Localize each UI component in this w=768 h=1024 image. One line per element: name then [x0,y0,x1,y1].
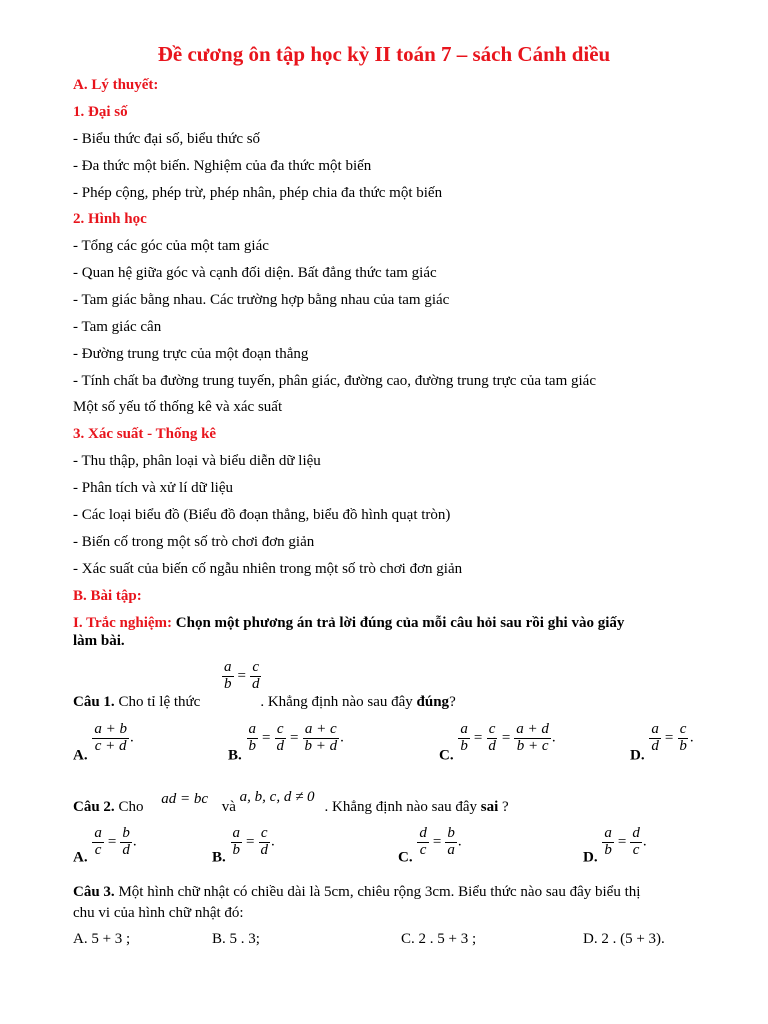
algebra-heading: 1. Đại số [73,104,128,120]
q1-label: Câu 1. [73,694,115,710]
q3-option-d[interactable]: D. 2 . (5 + 3). [583,931,665,947]
stats-heading: 3. Xác suất - Thống kê [73,426,217,442]
stats-item: - Thu thập, phân loại và biểu diễn dữ liệu [73,453,321,469]
q1-text-before: Cho tỉ lệ thức [118,694,201,710]
q2-option-a[interactable]: A. $\frac{a}{c}$ = $\frac{b}{d}$ . [73,825,137,866]
q2-option-c[interactable]: C. $\frac{d}{c}$ = $\frac{b}{a}$ . [398,825,462,866]
algebra-item: - Biểu thức đại số, biểu thức số [73,131,261,147]
geometry-item: Một số yếu tố thống kê và xác suất [73,399,283,415]
mc-instruction-text: Chọn một phương án trả lời đúng của mỗi câu hỏi sau rồi ghi vào giấy [175,615,625,631]
q3-option-b[interactable]: B. 5 . 3; [212,931,260,947]
q1-option-c[interactable]: C. $\frac{a}{b}$ = $\frac{c}{d}$ = $\frac{a + d}{b + c}$ . [439,721,556,764]
q2-condition: a, b, c, d ≠ 0 [239,789,315,805]
q2-stem: Câu 2. Cho ad = bc và a, b, c, d ≠ 0. Khẳng định nào sau đây sai ? [73,789,509,815]
geometry-item: - Tam giác cân [73,319,162,335]
q3-option-c[interactable]: C. 2 . 5 + 3 ; [401,931,477,947]
q2-emphasis: sai [480,799,499,815]
q2-option-b[interactable]: B. $\frac{a}{b}$ = $\frac{c}{d}$ . [212,825,275,866]
q1-stem: Câu 1. Cho tỉ lệ thức . Khẳng định nào sau đây đúng? [73,694,456,710]
page-title: Đề cương ôn tập học kỳ II toán 7 – sách Cánh diều [157,42,611,66]
stats-item: - Phân tích và xử lí dữ liệu [73,480,233,496]
stats-item: - Biến cố trong một số trò chơi đơn giản [73,534,315,550]
q2-option-d[interactable]: D. $\frac{a}{b}$ = $\frac{d}{c}$ . [583,825,647,866]
q3-label: Câu 3. [73,884,115,900]
section-b-heading: B. Bài tập: [73,588,142,604]
q1-given-ratio: $\frac{a}{b}$ = $\frac{c}{d}$ [224,659,260,692]
section-a-heading: A. Lý thuyết: [73,77,159,93]
q1-option-d[interactable]: D. $\frac{a}{d}$ = $\frac{c}{b}$ . [630,721,694,764]
stats-item: - Các loại biểu đồ (Biểu đồ đoạn thẳng, biểu đồ hình quạt tròn) [73,507,451,523]
stats-item: - Xác suất của biến cố ngẫu nhiên trong một số trò chơi đơn giản [73,561,463,577]
q1-text-after: . Khẳng định nào sau đây [260,694,413,710]
geometry-item: - Tam giác bằng nhau. Các trường hợp bằng nhau của tam giác [73,292,450,308]
q3-stem-cont: chu vi của hình chữ nhật đó: [73,905,244,921]
q1-option-a[interactable]: A. $\frac{a + b}{c + d}$ . [73,721,134,764]
geometry-item: - Quan hệ giữa góc và cạnh đối diện. Bất đẳng thức tam giác [73,265,437,281]
q2-label: Câu 2. [73,799,115,815]
algebra-item: - Đa thức một biến. Nghiệm của đa thức một biến [73,158,372,174]
geometry-item: - Đường trung trực của một đoạn thẳng [73,346,309,362]
q2-expr: ad = bc [161,791,208,807]
geometry-heading: 2. Hình học [73,211,147,227]
q1-emphasis: đúng [416,694,450,710]
q3-stem: Câu 3. Một hình chữ nhật có chiều dài là 5cm, chiêu rộng 3cm. Biểu thức nào sau đây biểu thị [73,884,641,900]
mc-instruction-cont: làm bài. [73,633,125,649]
q3-option-a[interactable]: A. 5 + 3 ; [73,931,131,947]
mc-instruction [73,614,624,632]
q1-option-b[interactable]: B. $\frac{a}{b}$ = $\frac{c}{d}$ = $\frac{a + c}{b + d}$ . [228,721,344,764]
geometry-item: - Tính chất ba đường trung tuyến, phân giác, đường cao, đường trung trực của tam giác [73,373,596,389]
geometry-item: - Tổng các góc của một tam giác [73,238,269,254]
algebra-item: - Phép cộng, phép trừ, phép nhân, phép chia đa thức một biến [73,185,443,201]
mc-label: I. Trắc nghiệm: [73,615,173,631]
